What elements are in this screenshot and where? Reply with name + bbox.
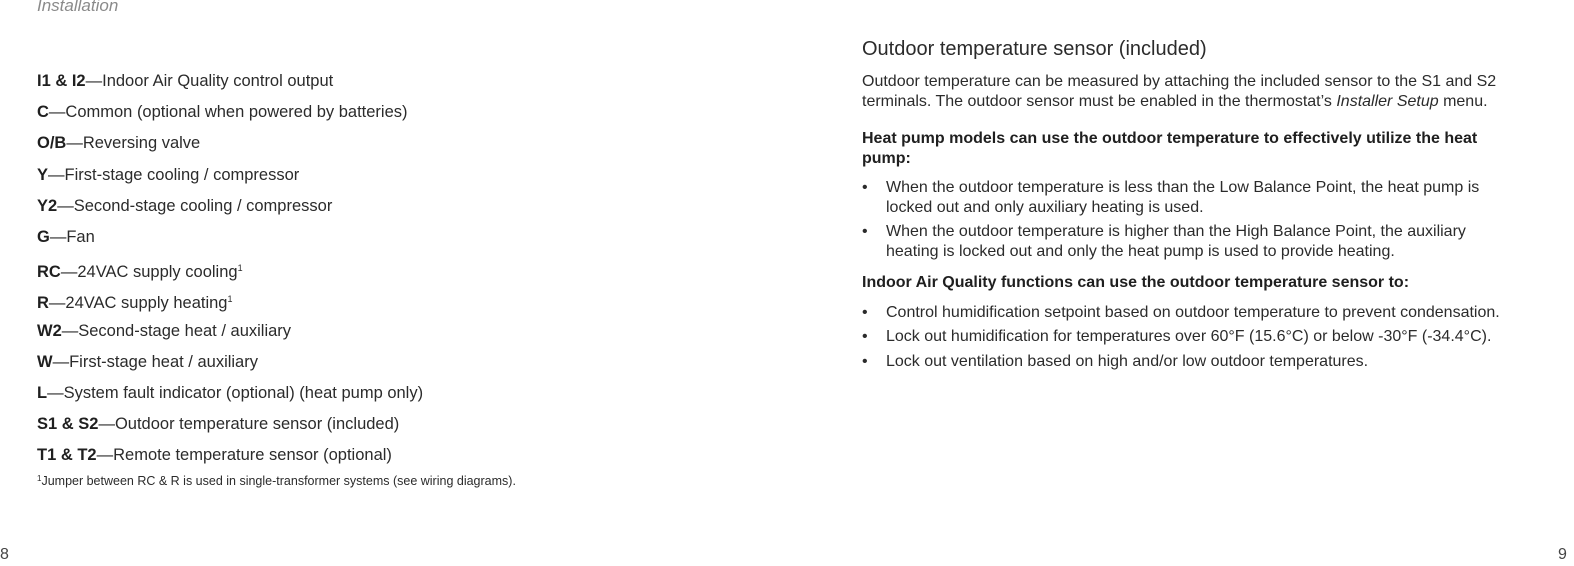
list-item-text: When the outdoor temperature is less than the Low Balance Point, the heat pump is locked out and only auxiliary heating is used. (886, 179, 1480, 216)
terminal-desc: —Fan (49, 227, 95, 246)
terminal-desc: —Indoor Air Quality control output (85, 72, 334, 90)
terminal-desc: —First-stage heat / auxiliary (52, 352, 258, 371)
terminal-desc: —Second-stage cooling / compressor (57, 196, 333, 215)
list-item (862, 352, 1522, 372)
bullet-icon: • (862, 352, 868, 370)
list-item (862, 303, 1522, 323)
terminal-item (37, 258, 737, 289)
intro-text: Outdoor temperature can be measured by attaching the included sensor to the S1 and S2 terminals. The outdoor sensor must be enabled in the thermostat’s (862, 73, 1497, 110)
terminal-item (37, 321, 737, 352)
terminal-item (37, 71, 737, 102)
terminal-code: C (37, 103, 49, 122)
terminal-desc: —Common (optional when powered by batteries) (48, 103, 408, 122)
terminal-code: G (37, 227, 50, 246)
terminal-code: I1 & I2 (37, 72, 86, 90)
terminal-desc: —First-stage cooling / compressor (48, 165, 300, 184)
terminal-code: Y (37, 165, 49, 184)
terminal-desc: —Remote temperature sensor (optional) (96, 446, 392, 465)
intro-paragraph (862, 72, 1522, 111)
page-number-left: 8 (0, 546, 9, 563)
terminal-item (37, 352, 737, 383)
terminal-code: T1 & T2 (37, 446, 97, 465)
heat-pump-heading: Heat pump models can use the outdoor temperature to effectively utilize the heat pump: (862, 130, 1478, 167)
terminal-code: O/B (37, 134, 67, 153)
terminal-desc: —24VAC supply heating (48, 294, 228, 313)
footnote (37, 474, 737, 488)
list-item-text: Control humidification setpoint based on outdoor temperature to prevent condensation. (886, 303, 1500, 321)
list-item-text: Lock out humidification for temperatures over 60°F (15.6°C) or below -30°F (-34.4°C). (886, 328, 1492, 345)
footnote-ref: 1 (237, 263, 243, 274)
terminal-desc: —System fault indicator (optional) (heat pump only) (47, 383, 424, 402)
iaq-list (862, 303, 1522, 372)
terminal-desc: —Second-stage heat / auxiliary (61, 321, 292, 340)
terminal-list (37, 71, 737, 488)
bullet-icon: • (862, 303, 868, 321)
terminal-item (37, 289, 737, 320)
terminal-desc: —24VAC supply cooling (60, 263, 238, 282)
terminal-code: L (37, 383, 48, 402)
list-item-text: When the outdoor temperature is higher than the High Balance Point, the auxiliary heating is locked out and only the heat pump is used to provide heating. (886, 223, 1466, 260)
installer-setup-term: Installer Setup (1336, 92, 1439, 110)
terminal-desc: —Reversing valve (66, 134, 201, 153)
terminal-item (37, 227, 737, 258)
heat-pump-list (862, 178, 1522, 261)
terminal-item (37, 445, 737, 476)
list-item (862, 222, 1522, 261)
terminal-code: Y2 (37, 196, 58, 215)
bullet-icon: • (862, 223, 868, 240)
footnote-mark: 1 (37, 474, 42, 484)
bullet-icon: • (862, 328, 868, 345)
terminal-item (37, 196, 737, 227)
terminal-desc: —Outdoor temperature sensor (included) (98, 415, 400, 434)
list-item (862, 178, 1522, 217)
terminal-code: RC (37, 263, 61, 282)
terminal-item (37, 102, 737, 133)
iaq-heading: Indoor Air Quality functions can use the outdoor temperature sensor to: (862, 274, 1410, 291)
page-number-right: 9 (1558, 546, 1567, 563)
terminal-item (37, 165, 737, 196)
outdoor-sensor-section (862, 36, 1522, 383)
terminal-code: W (37, 352, 53, 371)
terminal-item (37, 414, 737, 445)
terminal-code: R (37, 294, 49, 313)
footnote-ref: 1 (227, 294, 233, 305)
list-item-text: Lock out ventilation based on high and/or low outdoor temperatures. (886, 352, 1369, 370)
terminal-item (37, 133, 737, 164)
intro-text-end: menu. (1438, 92, 1488, 110)
terminal-code: W2 (37, 321, 62, 340)
list-item (862, 327, 1522, 347)
terminal-code: S1 & S2 (37, 415, 99, 434)
section-header: Installation (37, 0, 119, 15)
terminal-item (37, 383, 737, 414)
footnote-text: Jumper between RC & R is used in single-transformer systems (see wiring diagrams). (41, 474, 516, 489)
bullet-icon: • (862, 179, 868, 196)
section-title: Outdoor temperature sensor (included) (862, 38, 1207, 60)
